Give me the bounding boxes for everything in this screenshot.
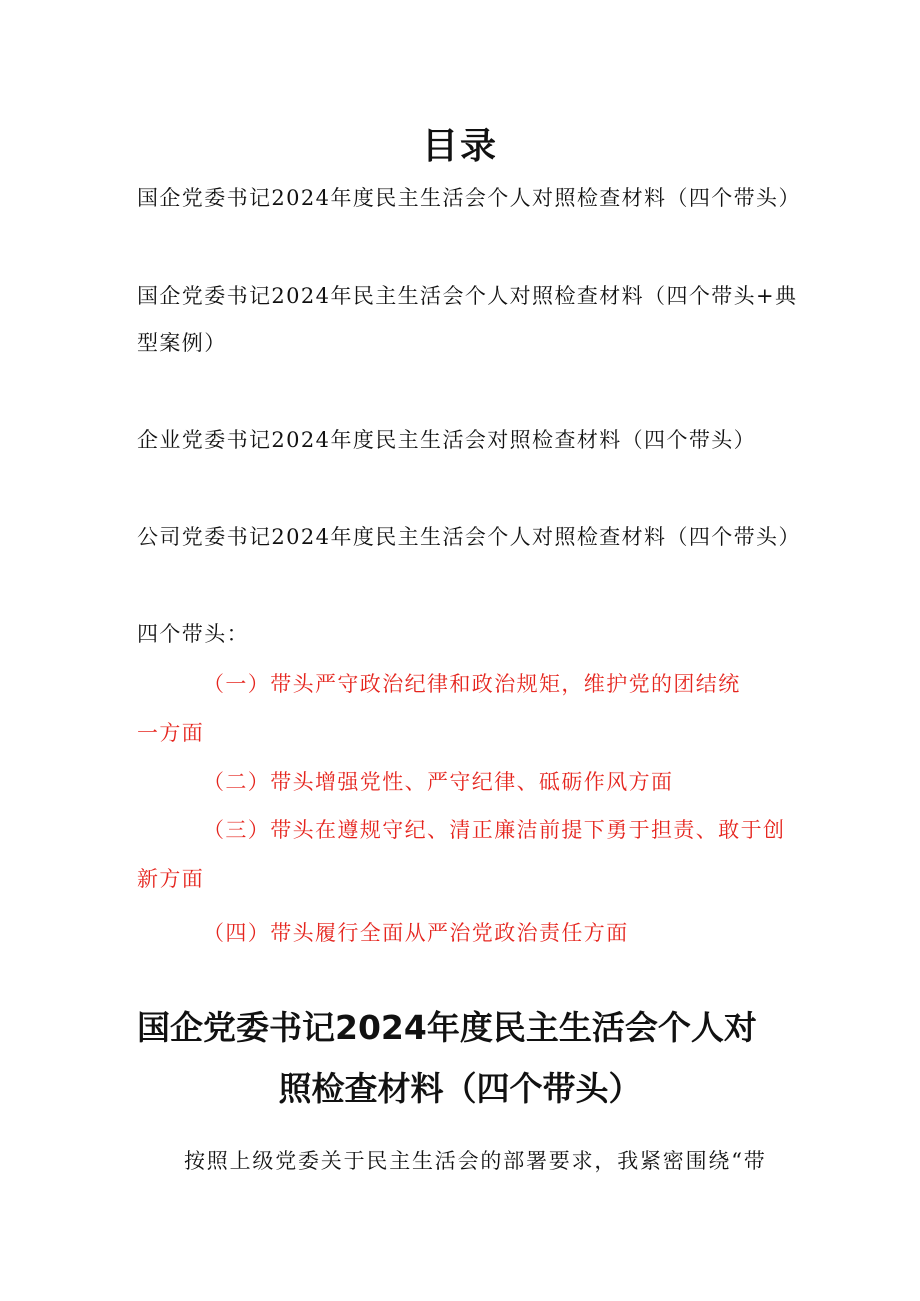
toc-item-3: 企业党委书记2024年度民主生活会对照检查材料（四个带头） <box>137 428 757 452</box>
toc-item-2-continued: 型案例） <box>137 331 227 355</box>
four-leads-item-2: （二）带头增强党性、严守纪律、砥砺作风方面 <box>203 770 674 794</box>
document-title-line-2: 照检查材料（四个带头） <box>278 1069 642 1108</box>
toc-item-2: 国企党委书记2024年民主生活会个人对照检查材料（四个带头+典 <box>137 284 798 308</box>
document-title-line-1: 国企党委书记2024年度民主生活会个人对 <box>137 1008 757 1047</box>
first-paragraph: 按照上级党委关于民主生活会的部署要求，我紧密围绕“带 <box>184 1149 767 1173</box>
four-leads-heading: 四个带头： <box>137 622 249 646</box>
toc-title: 目录 <box>421 126 498 167</box>
four-leads-item-1: （一）带头严守政治纪律和政治规矩，维护党的团结统 <box>203 672 741 696</box>
toc-item-1: 国企党委书记2024年度民主生活会个人对照检查材料（四个带头） <box>137 186 801 210</box>
four-leads-item-4: （四）带头履行全面从严治党政治责任方面 <box>203 921 629 945</box>
toc-item-4: 公司党委书记2024年度民主生活会个人对照检查材料（四个带头） <box>137 525 801 549</box>
four-leads-item-3-continued: 新方面 <box>137 867 205 891</box>
four-leads-item-3: （三）带头在遵规守纪、清正廉洁前提下勇于担责、敢于创 <box>203 818 786 842</box>
four-leads-item-1-continued: 一方面 <box>137 721 205 745</box>
